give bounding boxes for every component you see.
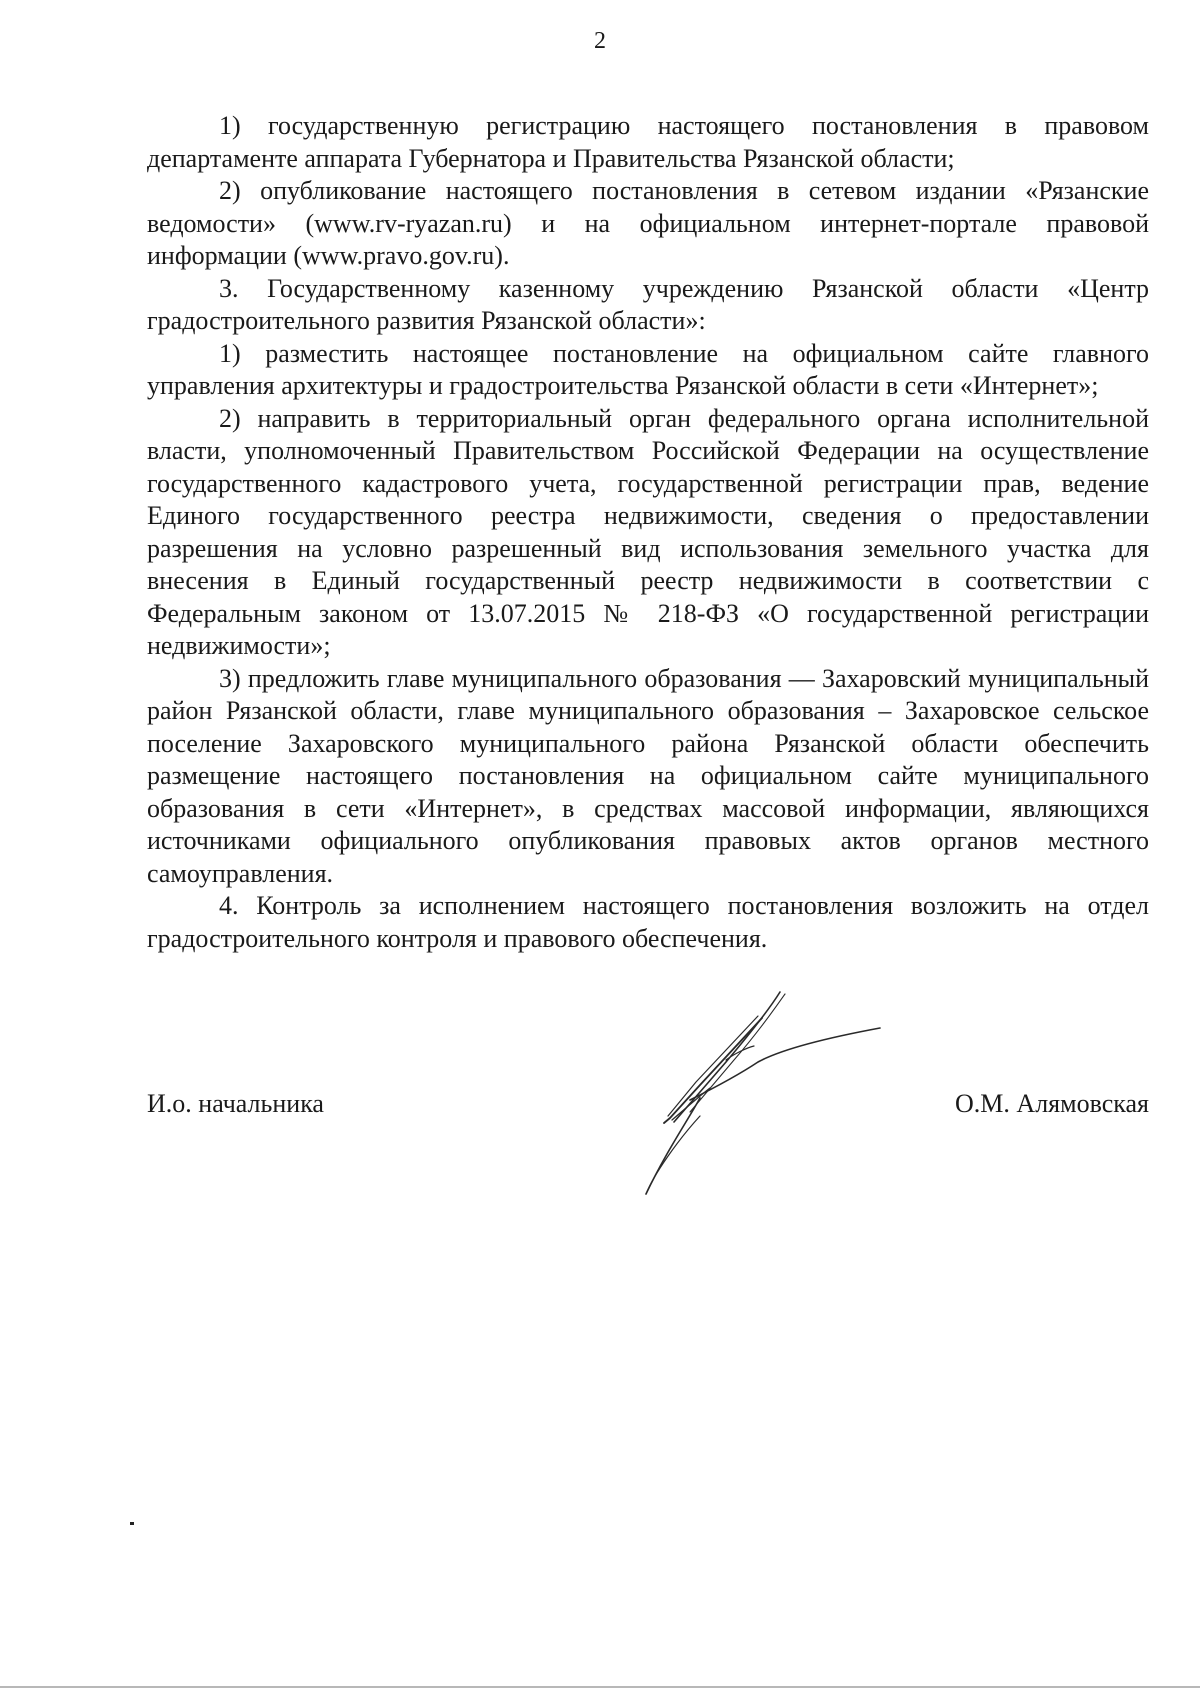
page-edge-line [0, 1686, 1200, 1688]
handwritten-signature [630, 990, 890, 1205]
scan-speck [130, 1522, 134, 1525]
paragraph: 2) направить в территориальный орган федерального органа исполнительной власти, уполномоченный Правительством Российской Федерации на осуществление государственного кадастрового учета, государственной регистрации прав, ведение Единого государственного реестра недвижимости, сведения о предоставлении разрешения на условно разрешенный вид использования земельного участка для внесения в Единый государственный реестр недвижимости в соответствии с Федеральным законом от 13.07.2015 № 218-ФЗ «О государственной регистрации недвижимости»; [147, 403, 1149, 660]
paragraph: 3. Государственному казенному учреждению Рязанской области «Центр градостроительного развития Рязанской области»: [147, 273, 1149, 335]
paragraph: 4. Контроль за исполнением настоящего постановления возложить на отдел градостроительного контроля и правового обеспечения. [147, 891, 1149, 953]
paragraph: 1) государственную регистрацию настоящего постановления в правовом департаменте аппарата Губернатора и Правительства Рязанской области; [147, 111, 1149, 173]
paragraph: 3) предложить главе муниципального образования — Захаровский муниципальный район Рязанской области, главе муниципального образования – Захаровское сельское поселение Захаровского муниципального района Рязанской области обеспечить размещение настоящего постановления на официальном сайте муниципального образования в сети «Интернет», в средствах массовой информации, являющихся источниками официального опубликования правовых актов органов местного самоуправления. [147, 663, 1149, 888]
signatory-title: И.о. начальника [147, 1089, 324, 1118]
document-body [147, 110, 1149, 955]
page-number: 2 [594, 28, 606, 54]
paragraph: 1) разместить настоящее постановление на официальном сайте главного управления архитектуры и градостроительства Рязанской области в сети «Интернет»; [147, 338, 1149, 400]
signatory-name: О.М. Алямовская [955, 1089, 1149, 1118]
paragraph: 2) опубликование настоящего постановления в сетевом издании «Рязанские ведомости» (www.rv-ryazan.ru) и на официальном интернет-портале правовой информации (www.pravo.gov.ru). [147, 176, 1149, 270]
